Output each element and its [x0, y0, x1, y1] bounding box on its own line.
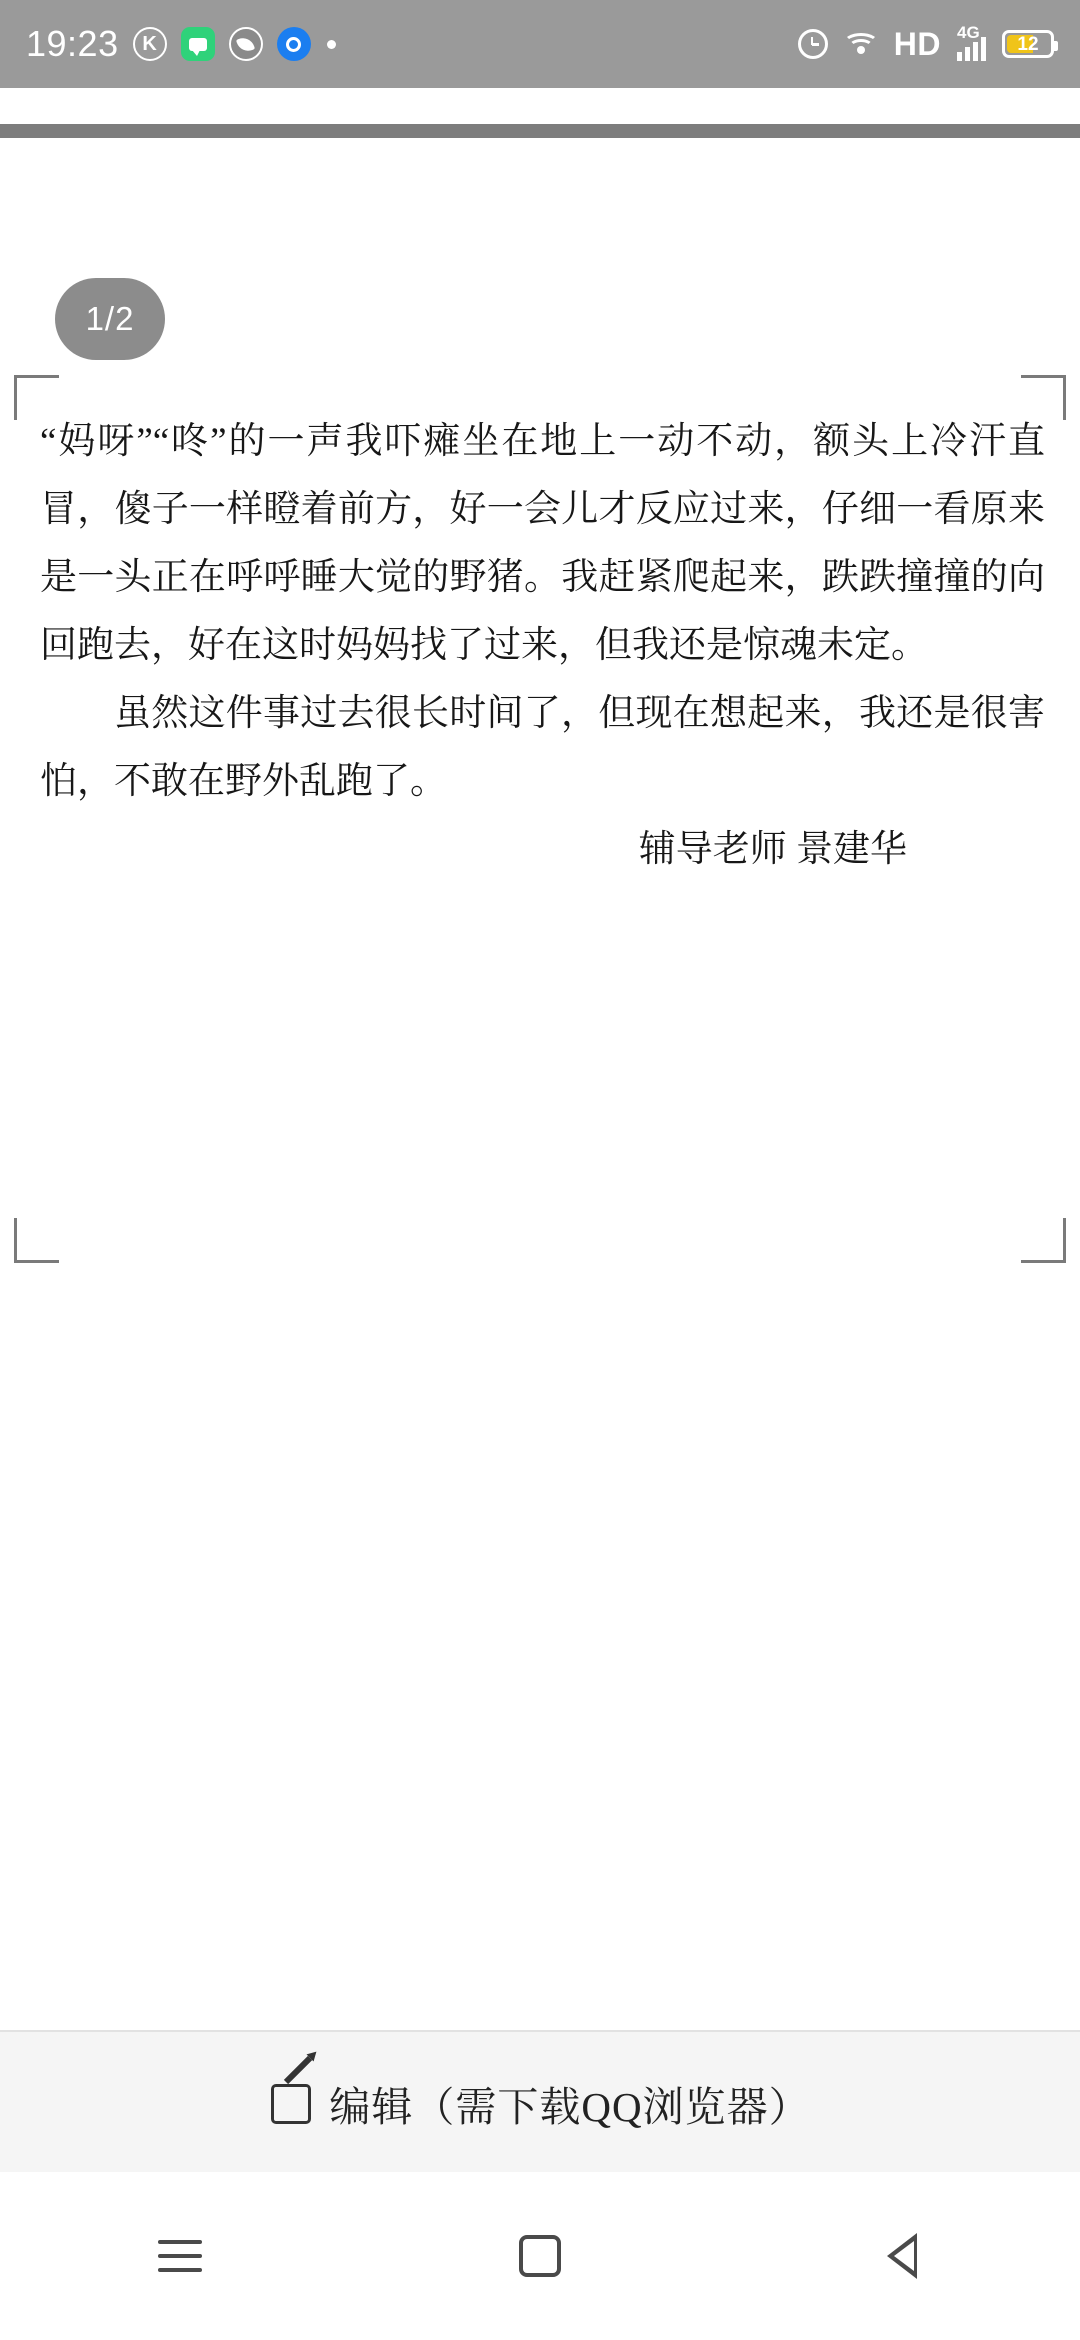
alarm-icon: [798, 29, 828, 59]
nav-back-button[interactable]: [840, 2211, 960, 2301]
leaf-icon: [229, 27, 263, 61]
edit-button[interactable]: [0, 2030, 1080, 2174]
status-clock: 19:23: [26, 23, 119, 64]
crop-mark-bottom-right: [1021, 1218, 1066, 1263]
circle-app-icon: [277, 27, 311, 61]
home-icon: [519, 2235, 561, 2277]
hd-indicator: HD: [893, 25, 941, 62]
system-nav-bar: [0, 2172, 1080, 2340]
status-gap: [0, 88, 1080, 124]
crop-mark-bottom-left: [14, 1218, 59, 1263]
message-icon: [181, 27, 215, 61]
status-bar-right: [798, 23, 1054, 63]
edit-button-label: 编辑（需下载QQ浏览器）: [329, 2083, 811, 2130]
document-signature: 辅导老师 景建华: [638, 829, 907, 870]
network-type-label: 4G: [957, 23, 980, 42]
status-bar: [0, 0, 1080, 88]
signal-icon: [957, 23, 986, 61]
k-app-icon: K: [133, 27, 167, 61]
document-text: [40, 408, 1045, 884]
document-page[interactable]: [0, 138, 1080, 2030]
battery-level-label: 12: [1017, 33, 1039, 55]
wifi-icon: [844, 31, 878, 57]
dot-icon: [327, 40, 336, 49]
battery-icon: [1002, 30, 1054, 58]
back-icon: [885, 2233, 915, 2279]
nav-recent-apps-button[interactable]: [120, 2211, 240, 2301]
recent-apps-icon: [158, 2240, 202, 2272]
toolbar-divider: [0, 124, 1080, 138]
document-paragraph: “妈呀”“咚”的一声我吓瘫坐在地上一动不动，额头上冷汗直冒，傻子一样瞪着前方，好一会儿才反应过来，仔细一看原来是一头正在呼呼睡大觉的野猪。我赶紧爬起来，跌跌撞撞的向回跑去，好在这时妈妈找了过来，但我还是惊魂未定。: [40, 421, 1045, 666]
page-indicator-badge: 1/2: [55, 278, 165, 360]
document-paragraph: 虽然这件事过去很长时间了，但现在想起来，我还是很害怕，不敢在野外乱跑了。: [40, 693, 1045, 802]
nav-home-button[interactable]: [480, 2211, 600, 2301]
edit-pencil-icon: [269, 2078, 319, 2128]
status-bar-left: [26, 23, 336, 65]
